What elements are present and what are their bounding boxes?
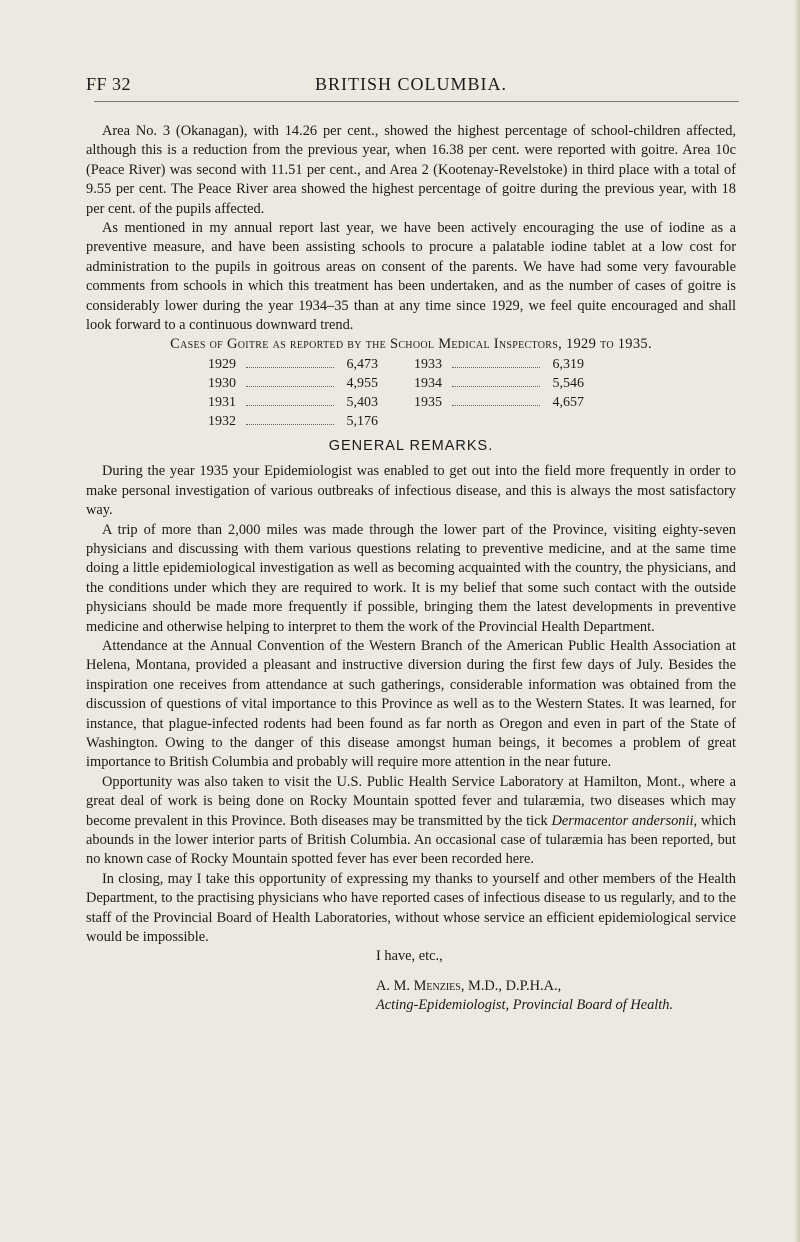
year-cell: 1933 (414, 356, 442, 372)
body-text (86, 122, 736, 1016)
year-cell: 1931 (208, 394, 236, 410)
header-rule (94, 101, 739, 102)
page-number: FF 32 (86, 74, 132, 94)
scan-edge-shadow (794, 0, 800, 1242)
leader-dots (452, 366, 540, 368)
table-row (208, 374, 378, 393)
page-title: BRITISH COLUMBIA. (314, 74, 507, 94)
table-column-right (414, 355, 584, 431)
signatory-initials: A. M. (376, 977, 410, 994)
value-cell: 5,403 (346, 394, 378, 410)
paragraph: A trip of more than 2,000 miles was made through the lower part of the Province, visiting eighty-seven physicians and discussing with them various questions relating to preventive medicine, and at the same time doing a little epidemiological investigation as well as becoming acquainted with the country, the physicians, and the conditions under which they are required to work. It is my belief that some such contact with the outside physicians should be made more frequently if possible, bringing them the latest developments in preventive medicine and otherwise helping to interpret to them the work of the Provincial Health Department. (86, 521, 736, 635)
paragraph: As mentioned in my annual report last year, we have been actively encouraging the use of iodine as a preventive measure, and have been assisting schools to procure a palatable iodine tablet at a low cost for administration to the pupils in goitrous areas on consent of the parents. We have had some very favourable comments from schools in which this treatment has been undertaken, and as the number of cases of goitre is considerably lower during the year 1934–35 than at any time since 1929, we feel quite encouraged and shall look forward to a continuous downward trend. (86, 220, 736, 334)
paragraph: In closing, may I take this opportunity of expressing my thanks to yourself and other members of the Health Department, to the practising physicians who have reported cases of infectious disease to us regularly, and to the staff of the Provincial Board of Health Laboratories, without whose service an efficient epidemiological service would be impossible. (86, 870, 736, 946)
signatory-name (376, 977, 736, 996)
value-cell: 4,955 (346, 375, 378, 391)
running-head (86, 74, 736, 100)
closing-line: I have, etc., (376, 948, 443, 965)
table-row (414, 393, 584, 412)
table-column-left (208, 355, 378, 431)
leader-dots (246, 404, 334, 406)
year-cell: 1935 (414, 394, 442, 410)
value-cell: 5,546 (552, 375, 584, 391)
value-cell: 5,176 (346, 413, 378, 429)
year-cell: 1930 (208, 375, 236, 391)
table-row (414, 355, 584, 374)
paragraph: During the year 1935 your Epidemiologist was enabled to get out into the field more frequently in order to make personal investigation of various outbreaks of infectious disease, and this is always the most satisfactory way. (86, 463, 736, 519)
signatory-degrees: , M.D., D.P.H.A., (460, 977, 562, 994)
leader-dots (452, 404, 540, 406)
leader-dots (246, 366, 334, 368)
leader-dots (246, 385, 334, 387)
table-title-text: Cases of Goitre as reported by the School Medical Inspectors, 1929 to 1935. (170, 336, 652, 353)
year-cell: 1932 (208, 413, 236, 429)
year-cell: 1929 (208, 356, 236, 372)
paragraph-text: , which abounds in the lower interior parts of British Columbia. An occasional case of tularæmia has been reported, but no known case of Rocky Mountain spotted fever has ever been recorded here. (86, 812, 737, 868)
signatory-title: Acting-Epidemiologist, Provincial Board of Health. (376, 997, 674, 1014)
paragraph: Area No. 3 (Okanagan), with 14.26 per cent., showed the highest percentage of school-children affected, although this is a reduction from the previous year, when 16.38 per cent. were reported with goitre. Area 10c (Peace River) was second with 11.51 per cent., and Area 2 (Kootenay-Revelstoke) in third place with a total of 9.55 per cent. The Peace River area showed the highest percentage of goitre during the previous year, with 18 per cent. of the pupils affected. (86, 123, 736, 217)
table-title (86, 335, 736, 354)
value-cell: 4,657 (552, 394, 584, 410)
table-row (208, 412, 378, 431)
goitre-cases-table (56, 355, 736, 431)
table-row (208, 393, 378, 412)
leader-dots (452, 385, 540, 387)
value-cell: 6,319 (552, 356, 584, 372)
leader-dots (246, 423, 334, 425)
signature-block (86, 977, 736, 1016)
signatory-surname: Menzies (413, 977, 461, 994)
section-heading: GENERAL REMARKS. (328, 437, 494, 454)
paragraph: Attendance at the Annual Convention of the Western Branch of the American Public Health Association at Helena, Montana, provided a pleasant and instructive diversion during the first few days of July. Besides the inspiration one receives from attendance at such gatherings, considerable information was obtained from the discussion of questions of vital importance to this Province as well as to the Western States. It was learned, for instance, that plague-infected rodents had been found as far north as Oregon and even in part of the State of Washington. Owing to the danger of this disease amongst human beings, it becomes a problem of great importance to British Columbia and probably will require more attention in the near future. (86, 637, 736, 771)
year-cell: 1934 (414, 375, 442, 391)
paragraph (86, 773, 736, 870)
paragraph-text: Opportunity was also taken to visit the U.S. Public Health Service Laboratory at Hamilton, Mont., where a great deal of work is being done on Rocky Mountain spotted fever and tularæmia, two diseases which may become prevalent in this Province. Both diseases may be transmitted by the tick (86, 773, 736, 829)
value-cell: 6,473 (346, 356, 378, 372)
species-name: Dermacentor andersonii (551, 812, 694, 829)
table-row (414, 374, 584, 393)
table-row (208, 355, 378, 374)
